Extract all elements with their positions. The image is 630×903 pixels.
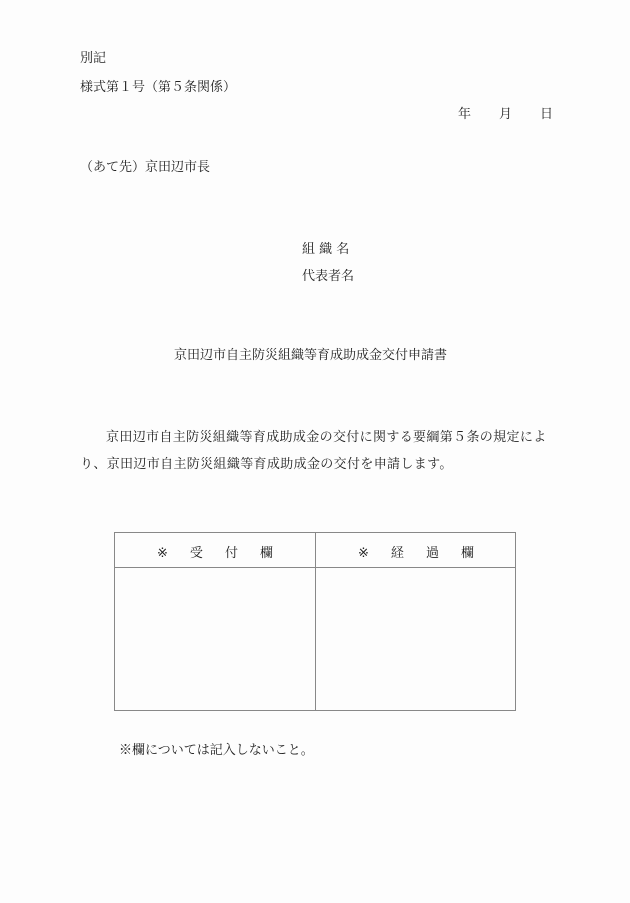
organization-label: 組 織 名 (302, 242, 350, 257)
document-title: 京田辺市自主防災組織等育成助成金交付申請書 (174, 348, 448, 363)
date-day: 日 (540, 107, 554, 122)
note: ※欄については記入しないこと。 (119, 743, 314, 758)
addressee: （あて先）京田辺市長 (80, 160, 211, 175)
date-month: 月 (499, 107, 513, 122)
body-text-line-2: り、京田辺市自主防災組織等育成助成金の交付を申請します。 (80, 457, 453, 472)
body-text-line-1: 京田辺市自主防災組織等育成助成金の交付に関する要綱第５条の規定によ (106, 430, 547, 445)
progress-cell (316, 568, 515, 710)
reception-cell (115, 568, 315, 710)
office-use-table (114, 532, 516, 711)
representative-label: 代表者名 (302, 269, 355, 284)
header-reception: ※ 受 付 欄 (157, 546, 273, 561)
header-progress: ※ 経 過 欄 (358, 546, 474, 561)
appendix-label: 別記 (80, 51, 107, 66)
date-year: 年 (458, 107, 472, 122)
form-number: 様式第１号（第５条関係） (80, 80, 237, 95)
